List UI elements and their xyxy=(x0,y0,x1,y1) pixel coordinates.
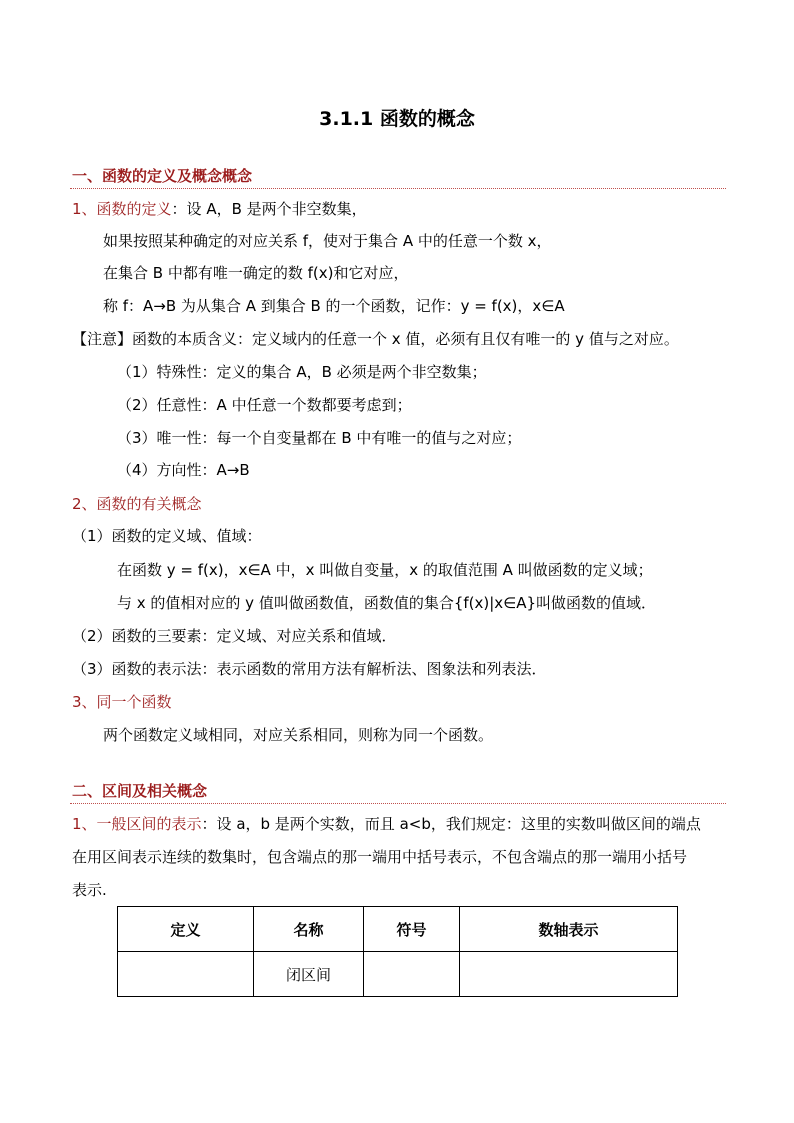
interval-label: 1、一般区间的表示 xyxy=(72,815,202,833)
domain-range-heading: （1）函数的定义域、值域： xyxy=(72,527,262,545)
note-point-3: （3）唯一性：每一个自变量都在 B 中有唯一的值与之对应； xyxy=(117,429,522,447)
note-text: 【注意】函数的本质含义：定义域内的任意一个 x 值，必须有且仅有唯一的 y 值与之对应。 xyxy=(72,330,679,348)
same-function-text: 两个函数定义域相同，对应关系相同，则称为同一个函数。 xyxy=(103,726,494,744)
header-definition: 定义 xyxy=(118,907,254,952)
three-elements: （2）函数的三要素：定义域、对应关系和值域． xyxy=(72,627,397,645)
definition-text: ：设 A，B 是两个非空数集， xyxy=(171,200,367,218)
header-name: 名称 xyxy=(254,907,364,952)
note-point-2: （2）任意性：A 中任意一个数都要考虑到； xyxy=(117,396,412,414)
table-row xyxy=(118,952,678,997)
interval-line-3: 表示. xyxy=(72,881,107,899)
header-symbol: 符号 xyxy=(364,907,460,952)
definition-item-1 xyxy=(72,199,367,219)
interval-line-2: 在用区间表示连续的数集时，包含端点的那一端用中括号表示，不包含端点的那一端用小括号 xyxy=(72,848,688,866)
header-number-line: 数轴表示 xyxy=(460,907,678,952)
section-2-divider xyxy=(70,803,726,804)
definition-label: 1、函数的定义 xyxy=(72,200,172,218)
definition-line-3: 称 f：A→B 为从集合 A 到集合 B 的一个函数，记作：y = f(x)，x∈A xyxy=(103,297,565,315)
section-1-heading: 一、函数的定义及概念概念 xyxy=(72,167,253,185)
range-definition: 与 x 的值相对应的 y 值叫做函数值，函数值的集合{f(x)|x∈A}叫做函数的值域． xyxy=(117,594,657,612)
definition-line-2: 在集合 B 中都有唯一确定的数 f(x)和它对应， xyxy=(103,264,409,282)
interval-table xyxy=(117,906,678,997)
note-point-1: （1）特殊性：定义的集合 A，B 必须是两个非空数集； xyxy=(117,363,487,381)
same-function-heading: 3、同一个函数 xyxy=(72,693,172,711)
note-point-4: （4）方向性：A→B xyxy=(117,461,250,479)
table-header-row xyxy=(118,907,678,952)
section-2-heading: 二、区间及相关概念 xyxy=(72,782,208,800)
definition-line-1: 如果按照某种确定的对应关系 f，使对于集合 A 中的任意一个数 x， xyxy=(103,232,552,250)
interval-item-1 xyxy=(72,814,701,834)
cell-symbol xyxy=(364,952,460,997)
interval-text: ：设 a，b 是两个实数，而且 a<b，我们规定：这里的实数叫做区间的端点 xyxy=(201,815,701,833)
cell-name: 闭区间 xyxy=(254,952,364,997)
representation-methods: （3）函数的表示法：表示函数的常用方法有解析法、图象法和列表法． xyxy=(72,660,547,678)
related-concepts-heading: 2、函数的有关概念 xyxy=(72,495,202,513)
page-title: 3.1.1 函数的概念 xyxy=(319,108,475,130)
domain-definition: 在函数 y = f(x)，x∈A 中，x 叫做自变量，x 的取值范围 A 叫做函数的定义域； xyxy=(117,561,653,579)
cell-definition xyxy=(118,952,254,997)
cell-number-line xyxy=(460,952,678,997)
section-1-divider xyxy=(70,188,726,189)
